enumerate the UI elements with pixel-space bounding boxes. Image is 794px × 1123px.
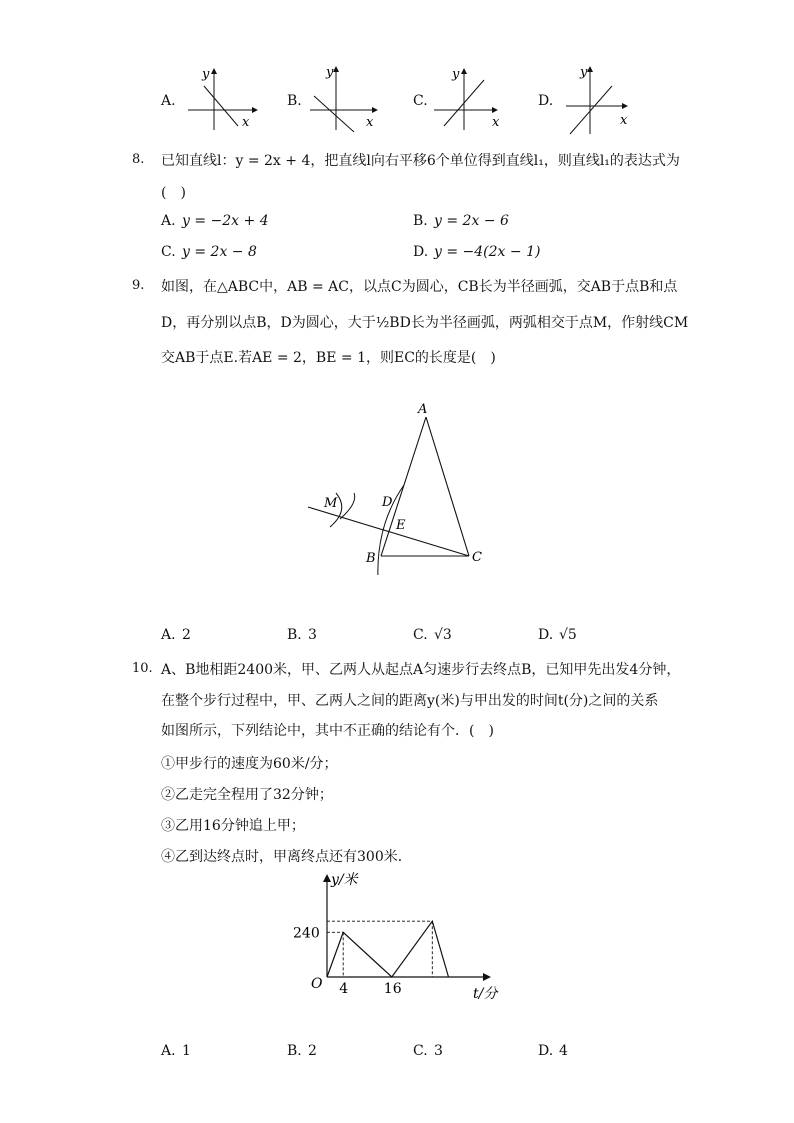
question-number: 10. [132,661,153,676]
option-letter: B. [287,627,302,643]
y-axis-label: y [326,65,334,80]
option-letter: A. [161,1043,176,1059]
x-axis-label: x [366,115,374,130]
question-number: 9. [132,278,145,293]
series-line-distance [327,921,449,977]
option-letter: A. [161,93,176,109]
option-text: √3 [434,627,452,643]
y-axis-label: y [202,67,210,82]
option-letter: D. [413,244,429,260]
option-letter: D. [538,627,554,643]
point-e-label: E [396,518,406,533]
option-letter: A. [161,213,176,229]
option-letter: A. [161,627,176,643]
option-text: 2 [308,1043,317,1059]
question-stem: 已知直线l：y = 2x + 4，把直线l向右平移6个单位得到直线l₁，则直线l₁的表达式为 [161,153,680,169]
point-a-label: A [418,402,428,417]
point-b-label: B [366,551,376,566]
y-axis-arrow [323,874,331,882]
option-letter: B. [287,93,302,109]
q7-graph-a [180,64,260,132]
x-tick-label: 16 [383,981,402,997]
triangle-figure [300,395,500,575]
q7-graph-b [306,60,386,132]
x-axis-arrow [483,973,491,981]
option-text: 4 [559,1043,568,1059]
option-text: y = −4(2x − 1) [434,244,541,260]
y-axis-title: y/米 [331,872,358,888]
option-text: 2 [182,627,191,643]
question-line-2: D，再分别以点B，D为圆心，大于½BD长为半径画弧，两弧相交于点M，作射线CM [161,315,689,331]
question-line-1: A、B地相距2400米，甲、乙两人从起点A匀速步行去终点B，已知甲先出发4分钟， [161,662,681,678]
option-text: 3 [308,627,317,643]
point-m-label: M [324,496,338,511]
answer-paren: ( ) [161,185,186,201]
q7-graph-c [430,64,510,132]
option-text: y = 2x − 8 [182,244,257,260]
question-line-3: 如图所示，下列结论中，其中不正确的结论有个．( ) [161,723,494,739]
x-axis-title: t/分 [473,986,498,1002]
origin-label: O [311,976,323,992]
point-d-label: D [382,495,393,510]
x-axis-label: x [620,113,628,128]
option-letter: C. [413,93,428,109]
option-letter: D. [538,93,554,109]
question-line-3: 交AB于点E.若AE = 2，BE = 1，则EC的长度是( ) [161,350,496,366]
y-tick-label: 240 [293,925,320,942]
y-axis-label: y [452,67,460,82]
question-line-2: 在整个步行过程中，甲、乙两人之间的距离y(米)与甲出发的时间t(分)之间的关系 [161,693,659,709]
option-letter: B. [413,213,428,229]
option-text: 3 [434,1043,443,1059]
option-letter: B. [287,1043,302,1059]
x-axis-label: x [242,115,250,130]
option-letter: C. [413,1043,428,1059]
x-tick-label: 4 [339,981,349,997]
q7-graph-d [556,60,636,136]
statement-3: ③乙用16分钟追上甲； [161,818,305,834]
point-c-label: C [472,550,482,565]
statement-1: ①甲步行的速度为60米/分； [161,756,338,772]
statement-2: ②乙走完全程用了32分钟； [161,787,333,803]
distance-time-chart [285,868,515,1008]
option-text: 1 [182,1043,191,1059]
option-text: y = 2x − 6 [434,213,509,229]
question-number: 8. [132,152,145,167]
question-line-1: 如图，在△ABC中，AB = AC，以点C为圆心，CB长为半径画弧，交AB于点B和点 [161,279,678,295]
x-axis-label: x [492,115,500,130]
option-letter: C. [161,244,176,260]
option-letter: D. [538,1043,554,1059]
option-text: √5 [559,627,577,643]
statement-4: ④乙到达终点时，甲离终点还有300米． [161,849,412,865]
option-letter: C. [413,627,428,643]
option-text: y = −2x + 4 [182,213,269,229]
y-axis-label: y [580,65,588,80]
